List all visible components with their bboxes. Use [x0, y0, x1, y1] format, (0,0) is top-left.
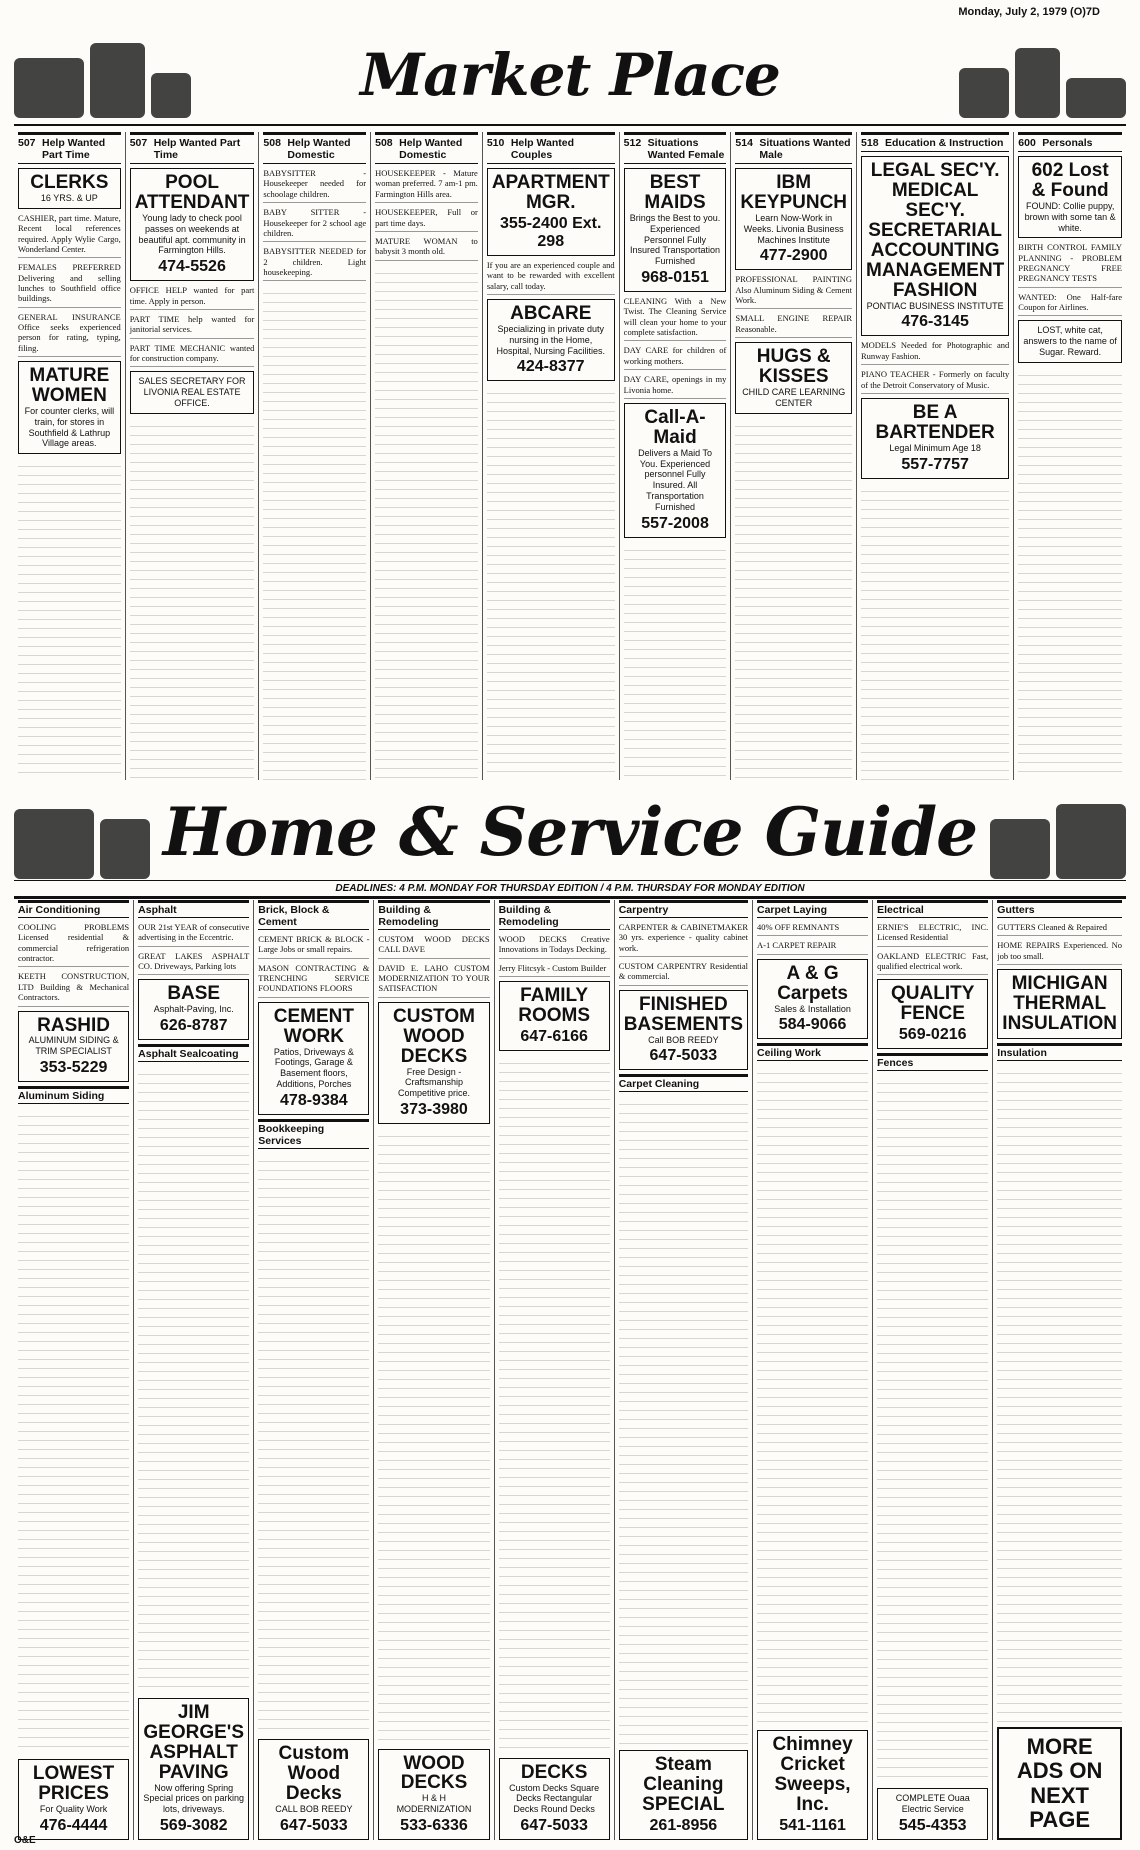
- display-ad: [138, 979, 249, 1040]
- fine-print: [487, 385, 615, 780]
- ad-phone: 541-1161: [779, 1817, 846, 1834]
- display-ad: [487, 299, 615, 381]
- deadline-line: DEADLINES: 4 P.M. MONDAY FOR THURSDAY EDITION / 4 P.M. THURSDAY FOR MONDAY EDITION: [14, 880, 1126, 899]
- display-ad: [877, 1788, 988, 1840]
- display-ad: [624, 403, 727, 538]
- service-heading: Aluminum Siding: [18, 1086, 129, 1104]
- display-ad: [378, 1749, 489, 1840]
- ad-phone: 557-2008: [641, 514, 709, 532]
- ad-phone: 626-8787: [159, 1017, 228, 1035]
- category-number: 514: [735, 137, 753, 149]
- ad-phone: 557-7757: [901, 455, 969, 473]
- ad-headline: LOWEST PRICES: [32, 1763, 115, 1805]
- classified-ad: WANTED: One Half-fare Coupon for Airlines.: [1018, 292, 1122, 317]
- display-ad: [18, 1011, 129, 1083]
- typewriter-icon: [959, 68, 1009, 118]
- ad-headline: POOL ATTENDANT: [134, 172, 250, 214]
- service-ad: HOME REPAIRS Experienced. No job too small.: [997, 940, 1122, 965]
- ad-headline: JIM GEORGE'S ASPHALT PAVING: [143, 1701, 245, 1783]
- painter-icon: [990, 819, 1050, 879]
- column-heading: [861, 132, 1009, 152]
- left-illustrations: [14, 795, 150, 879]
- category-name: Personals: [1042, 137, 1093, 149]
- service-column: [14, 900, 134, 1840]
- service-heading: Building & Remodeling: [499, 900, 610, 930]
- service-ad: CEMENT BRICK & BLOCK - Large Jobs or small repairs.: [258, 934, 369, 959]
- service-heading: Air Conditioning: [18, 900, 129, 918]
- ad-headline: A & G Carpets: [777, 962, 848, 1004]
- toy-icon: [14, 58, 84, 118]
- ad-headline: APARTMENT MGR.: [491, 172, 610, 214]
- display-ad: [624, 168, 727, 292]
- fine-print: [624, 542, 727, 780]
- ad-headline: Call-A-Maid: [644, 406, 706, 448]
- ad-phone: 355-2400 Ext. 298: [500, 215, 602, 250]
- worker-icon: [100, 819, 150, 879]
- ad-headline: BE A BARTENDER: [875, 401, 995, 443]
- classified-ad: PART TIME MECHANIC wanted for construction company.: [130, 343, 255, 368]
- market-classifieds: [14, 132, 1126, 780]
- ad-phone: 647-5033: [649, 1047, 718, 1065]
- ad-headline: Custom Wood Decks: [278, 1743, 350, 1805]
- ad-text: Brings the Best to you. Experienced Personnel Fully Insured Transportation Furnished: [629, 213, 721, 267]
- classified-ad: CASHIER, part time. Mature, Recent local references required. Apply Wylie Cargo, Wonderland Center.: [18, 213, 121, 258]
- service-ad: CUSTOM CARPENTRY Residential & commercial.: [619, 961, 748, 986]
- column-heading: [18, 132, 121, 164]
- column-heading: [735, 132, 852, 164]
- category-number: 508: [263, 137, 281, 149]
- fine-print: [130, 418, 255, 780]
- category-name: Education & Instruction: [885, 137, 1004, 149]
- display-ad: [18, 361, 121, 454]
- classified-ad: BABYSITTER NEEDED for 2 children. Light housekeeping.: [263, 246, 366, 281]
- service-column: [254, 900, 374, 1840]
- classified-column: [731, 132, 857, 780]
- ad-text: Call BOB REEDY: [648, 1034, 719, 1045]
- ad-headline: MICHIGAN THERMAL INSULATION: [1002, 973, 1117, 1034]
- service-column: [374, 900, 494, 1840]
- category-number: 508: [375, 137, 393, 149]
- service-heading: Carpentry: [619, 900, 748, 918]
- classified-ad: PART TIME help wanted for janitorial services.: [130, 314, 255, 339]
- classified-ad: SMALL ENGINE REPAIR Reasonable.: [735, 313, 852, 338]
- classified-ad: BIRTH CONTROL FAMILY PLANNING - PROBLEM PREGNANCY FREE PREGNANCY TESTS: [1018, 242, 1122, 287]
- ad-phone: 533-6336: [400, 1817, 468, 1834]
- ad-text: FOUND: Collie puppy, brown with some tan & white.: [1024, 200, 1116, 233]
- service-directory: [14, 900, 1126, 1840]
- ad-text: ALUMINUM SIDING & TRIM SPECIALIST: [28, 1035, 119, 1057]
- fine-print: [619, 1096, 748, 1746]
- service-heading: Electrical: [877, 900, 988, 918]
- display-ad: [499, 981, 610, 1051]
- ad-phone: 647-5033: [280, 1817, 348, 1834]
- ad-phone: 474-5526: [158, 258, 226, 276]
- display-ad: [877, 979, 988, 1049]
- classified-ad: BABY SITTER - Housekeeper for 2 school age children.: [263, 207, 366, 242]
- category-name: Help Wanted Couples: [510, 137, 575, 162]
- display-ad: [861, 398, 1009, 479]
- display-ad: [130, 371, 255, 413]
- right-illustrations: [990, 795, 1126, 879]
- ad-headline: FINISHED BASEMENTS: [623, 993, 743, 1035]
- service-column: [615, 900, 753, 1840]
- category-number: 507: [129, 137, 148, 149]
- display-ad: [997, 969, 1122, 1039]
- category-name: Help Wanted Domestic: [399, 137, 463, 162]
- service-ad: GUTTERS Cleaned & Repaired: [997, 922, 1122, 936]
- category-number: 600: [1018, 137, 1036, 149]
- ad-text: PONTIAC BUSINESS INSTITUTE: [866, 300, 1004, 311]
- mower-icon: [1056, 804, 1126, 879]
- display-ad: [499, 1758, 610, 1840]
- ad-headline: CEMENT WORK: [273, 1005, 354, 1047]
- service-heading: Insulation: [997, 1043, 1122, 1061]
- display-ad: [18, 168, 121, 209]
- home-service-title: Home & Service Guide: [151, 793, 989, 871]
- category-name: Help Wanted Part Time: [42, 137, 106, 162]
- ad-headline: ABCARE: [510, 303, 592, 325]
- fine-print: [18, 458, 121, 780]
- service-ad: OUR 21st YEAR of consecutive advertising in the Eccentric.: [138, 922, 249, 947]
- ad-headline: 602 Lost & Found: [1031, 160, 1109, 201]
- ad-headline: BEST MAIDS: [644, 172, 706, 214]
- ad-text: H & H MODERNIZATION: [396, 1793, 472, 1815]
- ad-phone: 545-4353: [898, 1817, 967, 1834]
- category-name: Situations Wanted Female: [647, 137, 725, 162]
- ad-text: For Quality Work: [39, 1804, 108, 1815]
- classified-ad: DAY CARE, openings in my Livonia home.: [624, 374, 727, 399]
- fine-print: [877, 1075, 988, 1784]
- display-ad: [1018, 156, 1122, 238]
- footer-code: O&E: [14, 1835, 36, 1846]
- category-name: Situations Wanted Male: [759, 137, 851, 162]
- ad-headline: IBM KEYPUNCH: [740, 172, 848, 214]
- column-heading: [624, 132, 727, 164]
- ad-phone: 478-9384: [280, 1091, 348, 1109]
- service-ad: DAVID E. LAHO CUSTOM MODERNIZATION TO YOUR SATISFACTION: [378, 963, 489, 998]
- fine-print: [1018, 367, 1122, 780]
- ad-headline: RASHID: [37, 1014, 110, 1036]
- display-ad: [757, 1730, 868, 1840]
- market-place-title: Market Place: [348, 41, 792, 109]
- column-heading: [487, 132, 615, 164]
- service-ad: CUSTOM WOOD DECKS CALL DAVE: [378, 934, 489, 959]
- service-heading: Ceiling Work: [757, 1043, 868, 1061]
- service-ad: ERNIE'S ELECTRIC, INC. Licensed Residential: [877, 922, 988, 947]
- category-name: Help Wanted Part Time: [153, 137, 241, 162]
- ad-headline: DECKS: [520, 1761, 588, 1783]
- classified-ad: HOUSEKEEPER - Mature woman preferred. 7 am-1 pm. Farmington Hills area.: [375, 168, 478, 203]
- classified-ad: GENERAL INSURANCE Office seeks experienced person for rating, typing, filing.: [18, 312, 121, 357]
- display-ad: [378, 1002, 489, 1124]
- display-ad: [1018, 320, 1122, 362]
- classified-column: [126, 132, 260, 780]
- ad-phone: 424-8377: [516, 358, 585, 376]
- category-name: Help Wanted Domestic: [287, 137, 351, 162]
- ad-text: Learn Now-Work in Weeks. Livonia Business Machines Institute: [743, 213, 844, 245]
- category-number: 507: [18, 137, 36, 149]
- ad-text: Delivers a Maid To You. Experienced personnel Fully Insured. All Transportation Furnished: [638, 447, 712, 512]
- display-ad: [138, 1698, 249, 1840]
- category-number: 512: [623, 137, 642, 149]
- ad-phone: 647-6166: [520, 1027, 588, 1045]
- service-ad: WOOD DECKS Creative Innovations in Todays Decking.: [499, 934, 610, 959]
- left-illustrations: [14, 34, 191, 118]
- classified-ad: PROFESSIONAL PAINTING Also Aluminum Siding & Cement Work.: [735, 274, 852, 309]
- ad-text: Now offering Spring Special prices on parking lots, driveways.: [143, 1782, 244, 1815]
- display-ad: [619, 1750, 748, 1840]
- fine-print: [138, 1066, 249, 1694]
- service-heading: Fences: [877, 1053, 988, 1071]
- classified-ad: CLEANING With a New Twist. The Cleaning Service will clean your home to your complete satisfaction.: [624, 296, 727, 341]
- ad-headline: HUGS & KISSES: [756, 346, 831, 388]
- ad-phone: 477-2900: [759, 247, 828, 265]
- category-number: 518: [861, 137, 879, 149]
- display-ad: [18, 1759, 129, 1840]
- home-service-banner: [14, 787, 1126, 877]
- edition-code: (O)7D: [1070, 6, 1100, 18]
- ad-phone: 476-3145: [901, 313, 969, 331]
- ad-text: COMPLETE Ouaa Electric Service: [895, 1793, 970, 1815]
- fine-print: [861, 483, 1009, 780]
- display-ad: [735, 168, 852, 270]
- classified-ad: BABYSITTER - Housekeeper needed for schoolage children.: [263, 168, 366, 203]
- display-ad: [258, 1002, 369, 1115]
- ad-text: LOST, white cat, answers to the name of Sugar. Reward.: [1023, 325, 1117, 358]
- service-column: [134, 900, 254, 1840]
- service-column: [993, 900, 1126, 1840]
- ad-text: Custom Decks Square Decks Rectangular Decks Round Decks: [509, 1782, 600, 1815]
- ad-headline: QUALITY FENCE: [891, 983, 975, 1025]
- ad-text: Patios, Driveways & Footings, Garage & Basement floors, Additions, Porches: [273, 1046, 354, 1090]
- fine-print: [378, 1128, 489, 1745]
- fine-print: [735, 418, 852, 780]
- service-heading: Brick, Block & Cement: [258, 900, 369, 930]
- violin-icon: [1015, 48, 1060, 118]
- ad-phone: 647-5033: [520, 1817, 588, 1834]
- service-heading: Carpet Laying: [757, 900, 868, 918]
- fine-print: [997, 1065, 1122, 1723]
- service-ad: CARPENTER & CABINETMAKER 30 yrs. experience - quality cabinet work.: [619, 922, 748, 957]
- classified-ad: FEMALES PREFERRED Delivering and selling lunches to Southfield office buildings.: [18, 262, 121, 307]
- dog-icon: [90, 43, 145, 118]
- ad-text: For counter clerks, will train, for stores in Southfield & Lathrup Village areas.: [24, 406, 115, 449]
- ad-text: 16 YRS. & UP: [40, 193, 98, 204]
- chair-icon: [1066, 78, 1126, 118]
- display-ad: [487, 168, 615, 256]
- fine-print: [375, 265, 478, 780]
- classified-column: [620, 132, 732, 780]
- display-ad: [619, 990, 748, 1071]
- display-ad: [861, 156, 1009, 336]
- ad-phone: 353-5229: [39, 1059, 108, 1077]
- classified-column: [14, 132, 126, 780]
- column-heading: [375, 132, 478, 164]
- house-icon: [14, 809, 94, 879]
- ad-text: Sales & Installation: [774, 1003, 851, 1014]
- fine-print: [757, 1065, 868, 1726]
- ad-phone: 476-4444: [39, 1817, 108, 1834]
- service-heading: Gutters: [997, 900, 1122, 918]
- service-ad: KEETH CONSTRUCTION, LTD Building & Mechanical Contractors.: [18, 971, 129, 1006]
- ad-text: Free Design - Craftsmanship Competitive price.: [397, 1066, 470, 1099]
- ad-text: CHILD CARE LEARNING CENTER: [742, 387, 846, 408]
- service-column: [753, 900, 873, 1840]
- service-heading: Bookkeeping Services: [258, 1119, 369, 1149]
- display-ad: [258, 1739, 369, 1840]
- service-heading: Asphalt Sealcoating: [138, 1044, 249, 1062]
- right-illustrations: [959, 34, 1126, 118]
- service-ad: OAKLAND ELECTRIC Fast, qualified electrical work.: [877, 951, 988, 976]
- classified-column: [857, 132, 1014, 780]
- service-column: [495, 900, 615, 1840]
- ad-phone: 584-9066: [778, 1016, 847, 1034]
- ad-headline: LEGAL SEC'Y. MEDICAL SEC'Y. SECRETARIAL ACCOUNTING MANAGEMENT FASHION: [866, 160, 1005, 301]
- ad-text: Asphalt-Paving, Inc.: [153, 1004, 234, 1015]
- column-heading: [1018, 132, 1122, 152]
- service-ad: 40% OFF REMNANTS: [757, 922, 868, 936]
- fine-print: [18, 1108, 129, 1755]
- fine-print: [258, 1153, 369, 1736]
- classified-ad: MATURE WOMAN to babysit 3 month old.: [375, 236, 478, 261]
- ad-headline: FAMILY ROOMS: [518, 985, 591, 1027]
- classified-ad: OFFICE HELP wanted for part time. Apply in person.: [130, 285, 255, 310]
- ad-headline: Steam Cleaning SPECIAL: [642, 1754, 725, 1816]
- column-heading: [263, 132, 366, 164]
- classified-column: [371, 132, 483, 780]
- ad-text: Legal Minimum Age 18: [889, 442, 981, 453]
- ad-text: Specializing in private duty nursing in the Home, Hospital, Nursing Facilities.: [496, 324, 606, 356]
- fine-print: [499, 1055, 610, 1754]
- ad-phone: 261-8956: [649, 1817, 718, 1834]
- classified-ad: HOUSEKEEPER, Full or part time days.: [375, 207, 478, 232]
- ad-headline: CLERKS: [30, 172, 109, 194]
- column-heading: [130, 132, 255, 164]
- classified-ad: DAY CARE for children of working mothers.: [624, 345, 727, 370]
- classified-ad: PIANO TEACHER - Formerly on faculty of the Detroit Conservatory of Music.: [861, 369, 1009, 394]
- fine-print: [263, 285, 366, 780]
- ad-text: CALL BOB REEDY: [275, 1804, 353, 1815]
- display-ad: [757, 959, 868, 1040]
- market-place-banner: [14, 26, 1126, 126]
- classified-column: [1014, 132, 1126, 780]
- ad-phone: 968-0151: [641, 268, 709, 286]
- ad-headline: MATURE WOMEN: [29, 365, 110, 407]
- ad-text: SALES SECRETARY FOR LIVONIA REAL ESTATE OFFICE.: [138, 376, 246, 408]
- service-ad: MASON CONTRACTING & TRENCHING SERVICE FOUNDATIONS FLOORS: [258, 963, 369, 998]
- service-ad: GREAT LAKES ASPHALT CO. Driveways, Parking lots: [138, 951, 249, 976]
- category-number: 510: [486, 137, 505, 149]
- service-heading: Building & Remodeling: [378, 900, 489, 930]
- service-ad: COOLING PROBLEMS Licensed residential & commercial refrigeration contractor.: [18, 922, 129, 967]
- classified-column: [259, 132, 371, 780]
- lamp-icon: [151, 73, 191, 118]
- classified-ad: If you are an experienced couple and want to be rewarded with excellent salary, call today.: [487, 260, 615, 295]
- display-ad: [130, 168, 255, 281]
- ad-phone: 373-3980: [400, 1101, 468, 1118]
- service-ad: A-1 CARPET REPAIR: [757, 940, 868, 954]
- ad-headline: BASE: [167, 983, 221, 1005]
- classified-ad: MODELS Needed for Photographic and Runway Fashion.: [861, 340, 1009, 365]
- service-column: [873, 900, 993, 1840]
- more-ads-notice: MORE ADS ON NEXT PAGE: [997, 1727, 1122, 1840]
- ad-phone: 569-0216: [898, 1026, 967, 1044]
- service-heading: Carpet Cleaning: [619, 1074, 748, 1092]
- ad-headline: Chimney Cricket Sweeps, Inc.: [772, 1734, 853, 1816]
- date-text: Monday, July 2, 1979: [958, 6, 1067, 18]
- service-heading: Asphalt: [138, 900, 249, 918]
- ad-headline: CUSTOM WOOD DECKS: [393, 1005, 475, 1067]
- dateline: [958, 6, 1100, 18]
- classified-column: [483, 132, 620, 780]
- service-ad: Jerry Flitcsyk - Custom Builder: [499, 963, 610, 977]
- ad-phone: 569-3082: [159, 1817, 228, 1834]
- display-ad: [735, 342, 852, 413]
- ad-headline: WOOD DECKS: [400, 1752, 468, 1794]
- ad-text: Young lady to check pool passes on weekends at beautiful apt. community in Farmington Hills.: [138, 213, 246, 256]
